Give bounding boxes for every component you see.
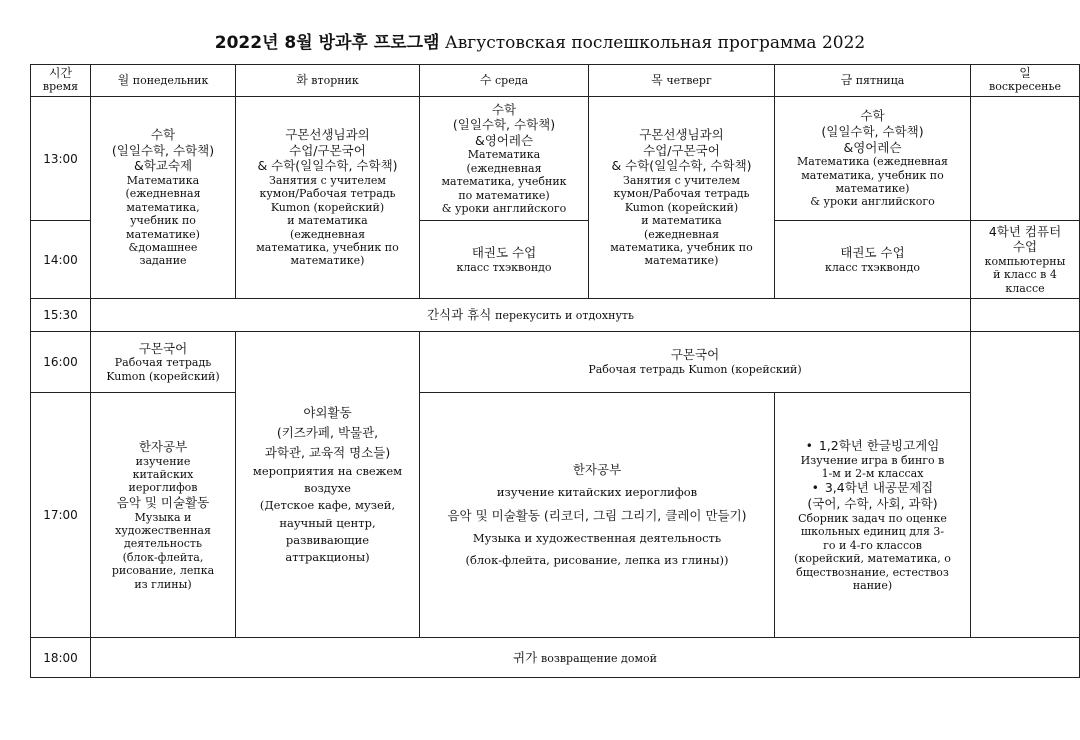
cell-return-home: 귀가 возвращение домой [91, 638, 1080, 678]
cell-wed-thu-hanja-art: 한자공부 изучение китайских иероглифов 음악 및 미술활동 (리코더, 그림 그리기, 클레이 만들기) Музыка и художественная деятельность (блок-флейта, рисование, лепка из глины)) [420, 393, 775, 638]
cell-fri-taekwondo: 태권도 수업 класс тхэквондо [775, 221, 971, 299]
cell-wed-taekwondo: 태권도 수업 класс тхэквондо [420, 221, 589, 299]
cell-mon-kumon: 구몬국어 Рабочая тетрадь Kumon (корейский) [91, 332, 236, 393]
page-title [0, 28, 1080, 53]
cell-sun-empty-3 [971, 332, 1080, 638]
row-1300 [31, 97, 1080, 221]
cell-wed-math-english: 수학 (일일수학, 수학책) &영어레슨 Математика (ежедневная математика, учебник по математике) & уроки английского [420, 97, 589, 221]
row-1600 [31, 332, 1080, 393]
row-1700 [31, 393, 1080, 638]
time-1600: 16:00 [31, 332, 91, 393]
cell-wed-fri-kumon: 구몬국어 Рабочая тетрадь Kumon (корейский) [420, 332, 971, 393]
time-1530: 15:30 [31, 299, 91, 332]
cell-tue-kumon-math: 구몬선생님과의 수업/구몬국어 & 수학(일일수학, 수학책) Занятия с учителем кумон/Рабочая тетрадь Kumon (корейский) и математика (ежедневная математика, учебник по математике) [236, 97, 420, 299]
cell-snack-break: 간식과 휴식 перекусить и отдохнуть [91, 299, 971, 332]
cell-mon-math: 수학 (일일수학, 수학책) &학교숙제 Математика (ежедневная математика, учебник по математике) &домашнее задание [91, 97, 236, 299]
title-russian: Августовская послешкольная программа 2022 [444, 33, 866, 53]
cell-mon-hanja-art: 한자공부 изучение китайских иероглифов 음악 및 미술활동 Музыка и художественная деятельность (блок-флейта, рисование, лепка из глины) [91, 393, 236, 638]
title-korean: 2022년 8월 방과후 프로그램 [214, 33, 440, 53]
time-1800: 18:00 [31, 638, 91, 678]
header-friday: 금 пятница [775, 65, 971, 97]
row-1800 [31, 638, 1080, 678]
header-wednesday: 수 среда [420, 65, 589, 97]
header-thursday: 목 четверг [589, 65, 775, 97]
header-sunday: 일 воскресенье [971, 65, 1080, 97]
cell-fri-math-english: 수학 (일일수학, 수학책) &영어레슨 Математика (ежедневная математика, учебник по математике) & уроки английского [775, 97, 971, 221]
cell-sun-computer: 4학년 컴퓨터 수업 компьютерны й класс в 4 классе [971, 221, 1080, 299]
row-1530 [31, 299, 1080, 332]
header-time: 시간 время [31, 65, 91, 97]
cell-thu-kumon-math: 구몬선생님과의 수업/구몬국어 & 수학(일일수학, 수학책) Занятия с учителем кумон/Рабочая тетрадь Kumon (корейский) и математика (ежедневная математика, учебник по математике) [589, 97, 775, 299]
header-monday: 월 понедельник [91, 65, 236, 97]
schedule-table [30, 64, 1080, 678]
header-row [31, 65, 1080, 97]
bullet-bingo: • 1,2학년 한글빙고게임 [805, 437, 940, 453]
cell-fri-games-workbook: • 1,2학년 한글빙고게임 Изучение игра в бинго в 1-м и 2-м классах • 3,4학년 내공문제집 (국어, 수학, 사회, 과학) Сборник задач по оценке школьных единиц для 3- го и 4-го классов (корейский, математика, о бществознание, естествоз нание) [775, 393, 971, 638]
time-1400: 14:00 [31, 221, 91, 299]
header-tuesday: 화 вторник [236, 65, 420, 97]
cell-tue-outdoor: 야외활동 (키즈카페, 박물관, 과학관, 교육적 명소들) мероприятия на свежем воздухе (Детское кафе, музей, научный центр, развивающие аттракционы) [236, 332, 420, 638]
time-1300: 13:00 [31, 97, 91, 221]
time-1700: 17:00 [31, 393, 91, 638]
bullet-workbook: • 3,4학년 내공문제집 [811, 480, 934, 496]
cell-sun-empty-1 [971, 97, 1080, 221]
cell-sun-empty-2 [971, 299, 1080, 332]
